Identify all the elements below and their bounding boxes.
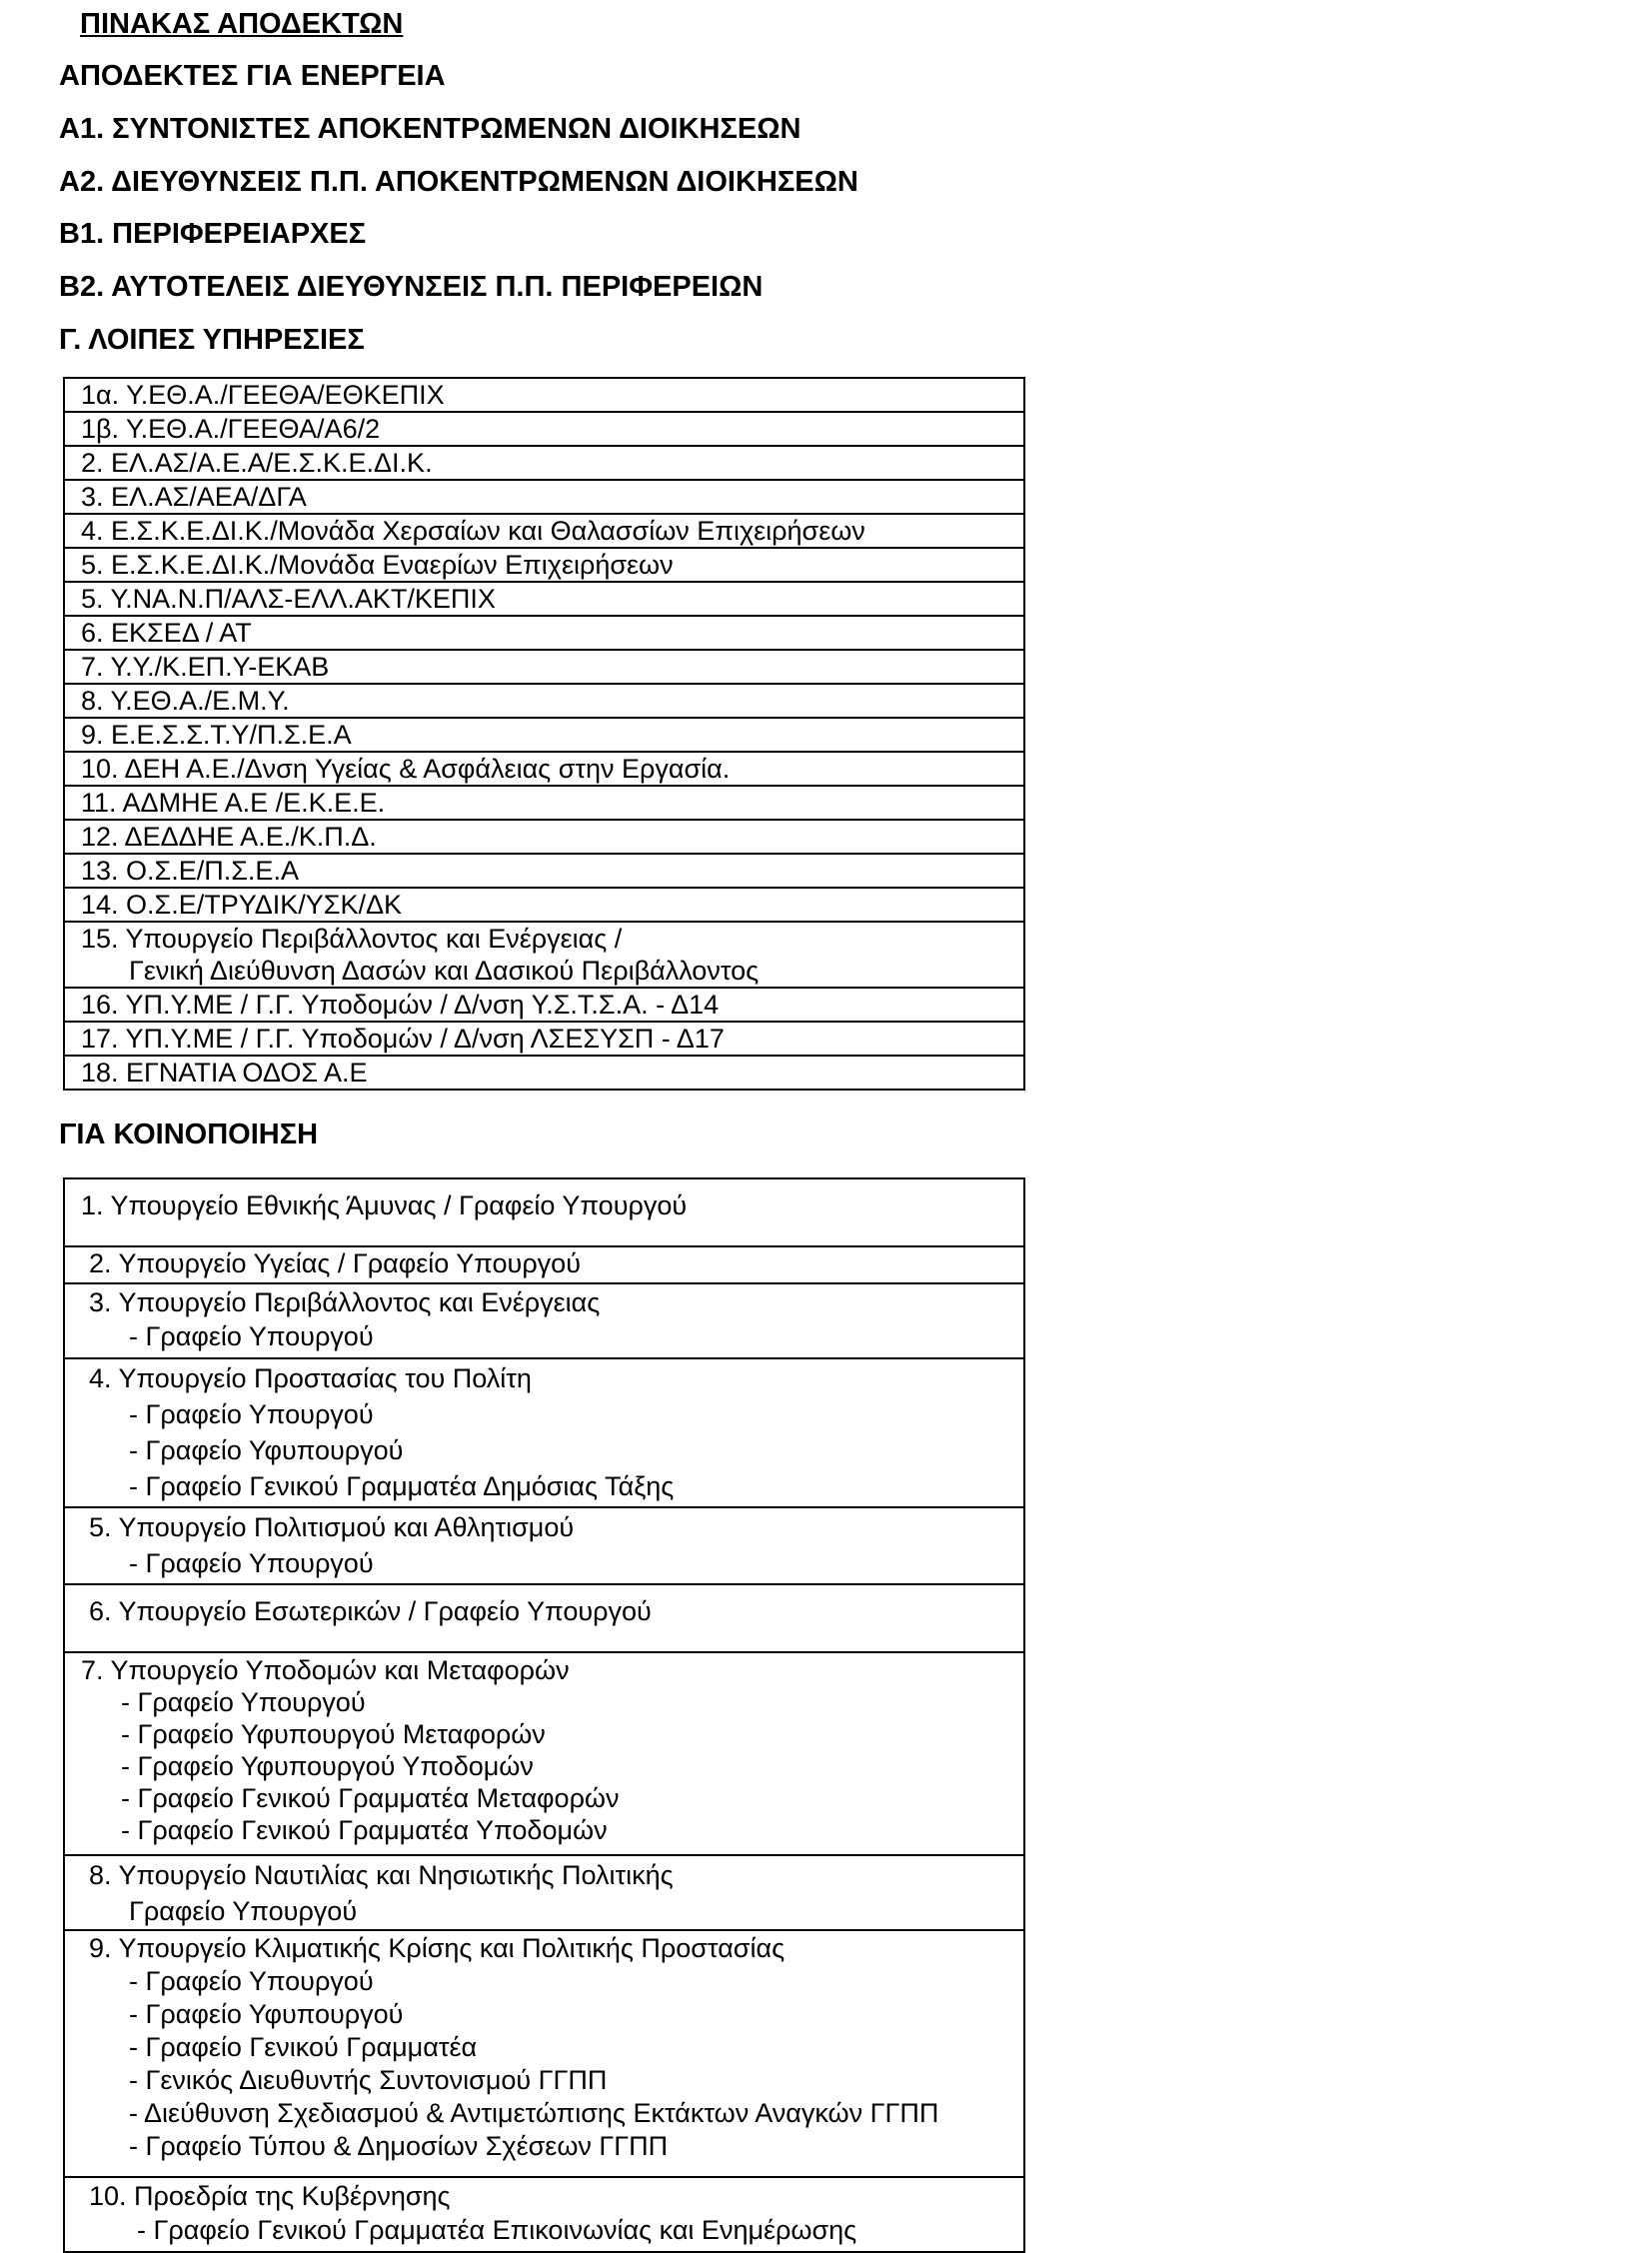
- table-cell: [64, 988, 1024, 1022]
- list-item: 16. ΥΠ.Υ.ΜΕ / Γ.Γ. Υποδομών / Δ/νση Υ.Σ.Τ.Σ.Α. - Δ14: [81, 990, 720, 1020]
- heading-recipients-action: ΑΠΟΔΕΚΤΕΣ ΓΙΑ ΕΝΕΡΓΕΙΑ: [59, 60, 446, 92]
- list-subitem: Γραφείο Υπουργού: [129, 1896, 358, 1926]
- list-item: 15. Υπουργείο Περιβάλλοντος και Ενέργειας /: [81, 924, 623, 954]
- list-subitem: - Γραφείο Υφυπουργού Υποδομών: [121, 1751, 534, 1781]
- table-row: [64, 480, 1024, 514]
- table-row: [64, 1930, 1024, 2177]
- table-cell: [64, 378, 1024, 412]
- table-cell: [64, 582, 1024, 616]
- table-cell: [64, 922, 1024, 988]
- list-subitem: - Γραφείο Υπουργού: [121, 1687, 366, 1717]
- list-item: 10. ΔΕΗ Α.Ε./Δνση Υγείας & Ασφάλειας στην Εργασία.: [81, 754, 731, 784]
- table-row: [64, 888, 1024, 922]
- table-cell: [64, 412, 1024, 446]
- table-row: [64, 988, 1024, 1022]
- table-row: [64, 752, 1024, 786]
- list-subitem: - Γραφείο Γενικού Γραμματέα Υποδομών: [121, 1815, 608, 1845]
- list-subitem: - Γραφείο Υφυπουργού: [129, 1435, 404, 1465]
- table-cell: [64, 1056, 1024, 1090]
- notify-recipients-table: [63, 1177, 1025, 2253]
- table-cell: [64, 1022, 1024, 1056]
- table-cell: [64, 480, 1024, 514]
- list-item: 11. ΑΔΜΗΕ Α.Ε /Ε.Κ.Ε.Ε.: [81, 788, 386, 818]
- list-item: 3. ΕΛ.ΑΣ/ΑΕΑ/ΔΓΑ: [81, 482, 307, 512]
- list-subitem: - Γραφείο Υφυπουργού: [129, 1999, 404, 2029]
- list-item: 17. ΥΠ.Υ.ΜΕ / Γ.Γ. Υποδομών / Δ/νση ΛΣΕΣΥΣΠ - Δ17: [81, 1024, 725, 1054]
- table-row: [64, 786, 1024, 820]
- table-row: [64, 548, 1024, 582]
- table-cell: [64, 446, 1024, 480]
- table-cell: [64, 752, 1024, 786]
- table-row: [64, 1584, 1024, 1652]
- list-item: 1. Υπουργείο Εθνικής Άμυνας / Γραφείο Υπουργού: [81, 1190, 688, 1220]
- table-cell: [64, 1584, 1024, 1652]
- table-row: [64, 412, 1024, 446]
- table-cell: [64, 2177, 1024, 2252]
- table-row: [64, 854, 1024, 888]
- list-item: 6. Υπουργείο Εσωτερικών / Γραφείο Υπουργού: [89, 1596, 652, 1626]
- heading-notify: ΓΙΑ ΚΟΙΝΟΠΟΙΗΣΗ: [59, 1119, 319, 1150]
- heading-a1: Α1. ΣΥΝΤΟΝΙΣΤΕΣ ΑΠΟΚΕΝΤΡΩΜΕΝΩΝ ΔΙΟΙΚΗΣΕΩΝ: [59, 113, 802, 145]
- table-cell: [64, 1246, 1024, 1283]
- list-item: 8. Υ.ΕΘ.Α./Ε.Μ.Υ.: [81, 686, 290, 716]
- table-row: [64, 1283, 1024, 1358]
- table-cell: [64, 1283, 1024, 1358]
- list-subitem: - Γραφείο Γενικού Γραμματέα: [129, 2032, 478, 2062]
- list-subitem: - Γραφείο Υπουργού: [129, 1548, 374, 1578]
- list-item: 5. Υ.ΝΑ.Ν.Π/ΑΛΣ-ΕΛΛ.ΑΚΤ/ΚΕΠΙΧ: [81, 584, 496, 614]
- list-item: 2. Υπουργείο Υγείας / Γραφείο Υπουργού: [89, 1248, 581, 1278]
- table-cell: [64, 1507, 1024, 1584]
- table-cell: [64, 888, 1024, 922]
- list-subitem: - Γραφείο Γενικού Γραμματέα Δημόσιας Τάξης: [129, 1471, 675, 1501]
- list-item: 1α. Υ.ΕΘ.Α./ΓΕΕΘΑ/ΕΘΚΕΠΙΧ: [81, 380, 445, 410]
- heading-a2: Α2. ΔΙΕΥΘΥΝΣΕΙΣ Π.Π. ΑΠΟΚΕΝΤΡΩΜΕΝΩΝ ΔΙΟΙΚΗΣΕΩΝ: [59, 166, 858, 198]
- table-cell: [64, 548, 1024, 582]
- list-subitem: - Γραφείο Τύπου & Δημοσίων Σχέσεων ΓΓΠΠ: [129, 2131, 669, 2161]
- list-item: 9. Ε.Ε.Σ.Σ.Τ.Υ/Π.Σ.Ε.Α: [81, 720, 352, 750]
- table-row: [64, 820, 1024, 854]
- list-item: 12. ΔΕΔΔΗΕ Α.Ε./Κ.Π.Δ.: [81, 822, 377, 852]
- list-item: 3. Υπουργείο Περιβάλλοντος και Ενέργειας: [89, 1287, 601, 1317]
- list-item: 9. Υπουργείο Κλιματικής Κρίσης και Πολιτικής Προστασίας: [89, 1933, 786, 1963]
- table-row: [64, 922, 1024, 988]
- table-cell: [64, 650, 1024, 684]
- table-cell: [64, 514, 1024, 548]
- energy-recipients-table: [63, 377, 1025, 1091]
- table-row: [64, 378, 1024, 412]
- list-subitem: - Γραφείο Υπουργού: [129, 1966, 374, 1996]
- list-item: 5. Υπουργείο Πολιτισμού και Αθλητισμού: [89, 1512, 575, 1542]
- table-row: [64, 1178, 1024, 1246]
- heading-b2: Β2. ΑΥΤΟΤΕΛΕΙΣ ΔΙΕΥΘΥΝΣΕΙΣ Π.Π. ΠΕΡΙΦΕΡΕΙΩΝ: [59, 271, 764, 303]
- table-cell: [64, 1178, 1024, 1246]
- table-cell: [64, 1358, 1024, 1507]
- table-row: [64, 1022, 1024, 1056]
- list-item: 2. ΕΛ.ΑΣ/Α.Ε.Α/Ε.Σ.Κ.Ε.ΔΙ.Κ.: [81, 448, 433, 478]
- table-row: [64, 1358, 1024, 1507]
- list-item: 13. Ο.Σ.Ε/Π.Σ.Ε.Α: [81, 856, 299, 886]
- table-row: [64, 1056, 1024, 1090]
- heading-g: Γ. ΛΟΙΠΕΣ ΥΠΗΡΕΣΙΕΣ: [59, 324, 365, 356]
- list-subitem: Γενική Διεύθυνση Δασών και Δασικού Περιβάλλοντος: [129, 956, 760, 986]
- page-title: ΠΙΝΑΚΑΣ ΑΠΟΔΕΚΤΩΝ: [80, 8, 404, 40]
- table-row: [64, 1855, 1024, 1930]
- list-item: 10. Προεδρία της Κυβέρνησης: [89, 2181, 451, 2211]
- list-item: 7. Υ.Υ./Κ.ΕΠ.Υ-ΕΚΑΒ: [81, 652, 330, 682]
- table-cell: [64, 786, 1024, 820]
- list-subitem: - Διεύθυνση Σχεδιασμού & Αντιμετώπισης Εκτάκτων Αναγκών ΓΓΠΠ: [129, 2098, 939, 2128]
- table-row: [64, 1507, 1024, 1584]
- table-cell: [64, 854, 1024, 888]
- list-subitem: - Γραφείο Γενικού Γραμματέα Μεταφορών: [121, 1783, 620, 1813]
- table-row: [64, 718, 1024, 752]
- list-subitem: - Γραφείο Υπουργού: [129, 1399, 374, 1429]
- table-row: [64, 1246, 1024, 1283]
- list-item: 18. ΕΓΝΑΤΙΑ ΟΔΟΣ Α.Ε: [81, 1058, 368, 1088]
- table-cell: [64, 820, 1024, 854]
- list-item: 4. Υπουργείο Προστασίας του Πολίτη: [89, 1363, 532, 1393]
- table-row: [64, 446, 1024, 480]
- list-item: 4. Ε.Σ.Κ.Ε.ΔΙ.Κ./Μονάδα Χερσαίων και Θαλασσίων Επιχειρήσεων: [81, 516, 865, 546]
- list-subitem: - Γραφείο Γενικού Γραμματέα Επικοινωνίας και Ενημέρωσης: [137, 2215, 857, 2245]
- list-item: 1β. Υ.ΕΘ.Α./ΓΕΕΘΑ/Α6/2: [81, 414, 381, 444]
- heading-b1: Β1. ΠΕΡΙΦΕΡΕΙΑΡΧΕΣ: [59, 218, 367, 250]
- list-subitem: - Γραφείο Υπουργού: [129, 1321, 374, 1351]
- table-row: [64, 616, 1024, 650]
- list-subitem: - Γενικός Διευθυντής Συντονισμού ΓΓΠΠ: [129, 2065, 608, 2095]
- table-cell: [64, 616, 1024, 650]
- table-cell: [64, 1855, 1024, 1930]
- table-row: [64, 1652, 1024, 1855]
- table-cell: [64, 1930, 1024, 2177]
- list-subitem: - Γραφείο Υφυπουργού Μεταφορών: [121, 1719, 546, 1749]
- table-cell: [64, 718, 1024, 752]
- table-row: [64, 684, 1024, 718]
- list-item: 14. Ο.Σ.Ε/ΤΡΥΔΙΚ/ΥΣΚ/ΔΚ: [81, 890, 403, 920]
- list-item: 7. Υπουργείο Υποδομών και Μεταφορών: [81, 1655, 570, 1685]
- table-cell: [64, 684, 1024, 718]
- list-item: 5. Ε.Σ.Κ.Ε.ΔΙ.Κ./Μονάδα Εναερίων Επιχειρήσεων: [81, 550, 674, 580]
- list-item: 6. ΕΚΣΕΔ / ΑΤ: [81, 618, 252, 648]
- table-row: [64, 582, 1024, 616]
- table-row: [64, 2177, 1024, 2252]
- list-item: 8. Υπουργείο Ναυτιλίας και Νησιωτικής Πολιτικής: [89, 1860, 674, 1890]
- table-cell: [64, 1652, 1024, 1855]
- table-row: [64, 514, 1024, 548]
- table-row: [64, 650, 1024, 684]
